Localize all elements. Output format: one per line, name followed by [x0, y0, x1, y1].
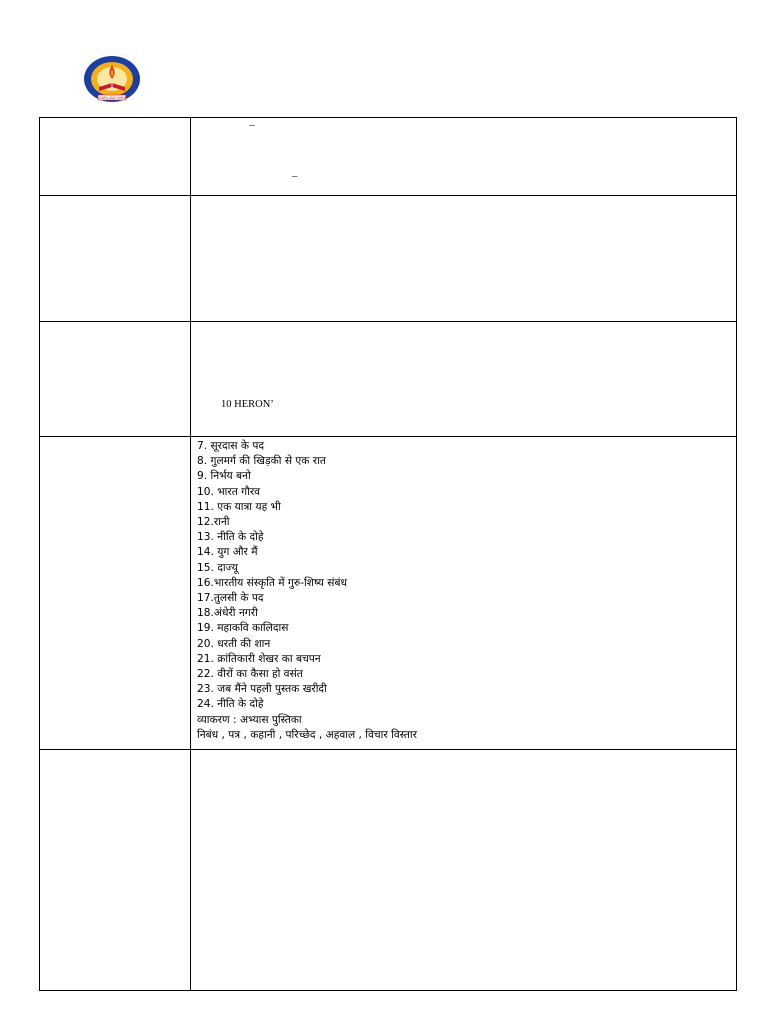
list-item: 22. वीरों का कैसा हो वसंत [197, 668, 303, 681]
list-item: 9. निर्भय बनो [197, 470, 251, 483]
list-item: 24. नीति के दोहे [197, 698, 264, 711]
dash-mark: – [249, 119, 255, 131]
list-item: 8. गुलमर्ग की खिड़की से एक रात [197, 455, 326, 468]
logo-motto: LEARN AND SHINE [97, 96, 127, 100]
list-item: 18.अंधेरी नगरी [197, 607, 258, 620]
list-item: 7. सूरदास के पद [197, 440, 265, 452]
table-cell-label [40, 437, 191, 750]
list-item: 11. एक यात्रा यह भी [197, 500, 281, 513]
list-item: 12.रानी [197, 516, 230, 529]
dash-mark: – [292, 170, 298, 182]
table-row [40, 437, 737, 750]
list-item: 16.भारतीय संस्कृति में गुरु-शिष्य संबंध [197, 576, 348, 589]
list-item: 23. जब मैंने पहली पुस्तक खरीदी [197, 683, 327, 696]
grammar-line: व्याकरण : अभ्यास पुस्तिका [197, 713, 302, 726]
writing-topics-line: निबंध , पत्र , कहानी , परिच्छेद , अहवाल , विचार विस्तार [197, 728, 417, 741]
list-item: 17.तुलसी के पद [197, 592, 264, 605]
table-cell-label [40, 118, 191, 196]
table-row [40, 118, 737, 196]
content-table [39, 117, 737, 991]
list-item: 14. युग और मैं [197, 546, 258, 559]
table-row [40, 322, 737, 437]
table-row [40, 196, 737, 322]
table-cell-content [191, 196, 737, 322]
table-cell-content [191, 437, 737, 750]
table-cell-label [40, 322, 191, 437]
table-cell-label [40, 196, 191, 322]
table-cell-content [191, 750, 737, 991]
table-cell-content [191, 322, 737, 437]
table-row [40, 750, 737, 991]
list-item: 21. क्रांतिकारी शेखर का बचपन [197, 652, 321, 665]
table-cell-label [40, 750, 191, 991]
list-item: 10. भारत गौरव [197, 485, 261, 498]
heron-text: 10 HERON’ [221, 399, 274, 410]
school-emblem-icon [81, 55, 143, 105]
table-cell-content [191, 118, 737, 196]
chapter-list [191, 437, 736, 743]
list-item: 20. धरती की शान [197, 637, 271, 650]
school-logo [81, 55, 143, 105]
list-item: 19. महाकवि कालिदास [197, 622, 289, 635]
list-item: 13. नीति के दोहे [197, 531, 264, 544]
list-item: 15. दाज्यू [197, 561, 238, 574]
